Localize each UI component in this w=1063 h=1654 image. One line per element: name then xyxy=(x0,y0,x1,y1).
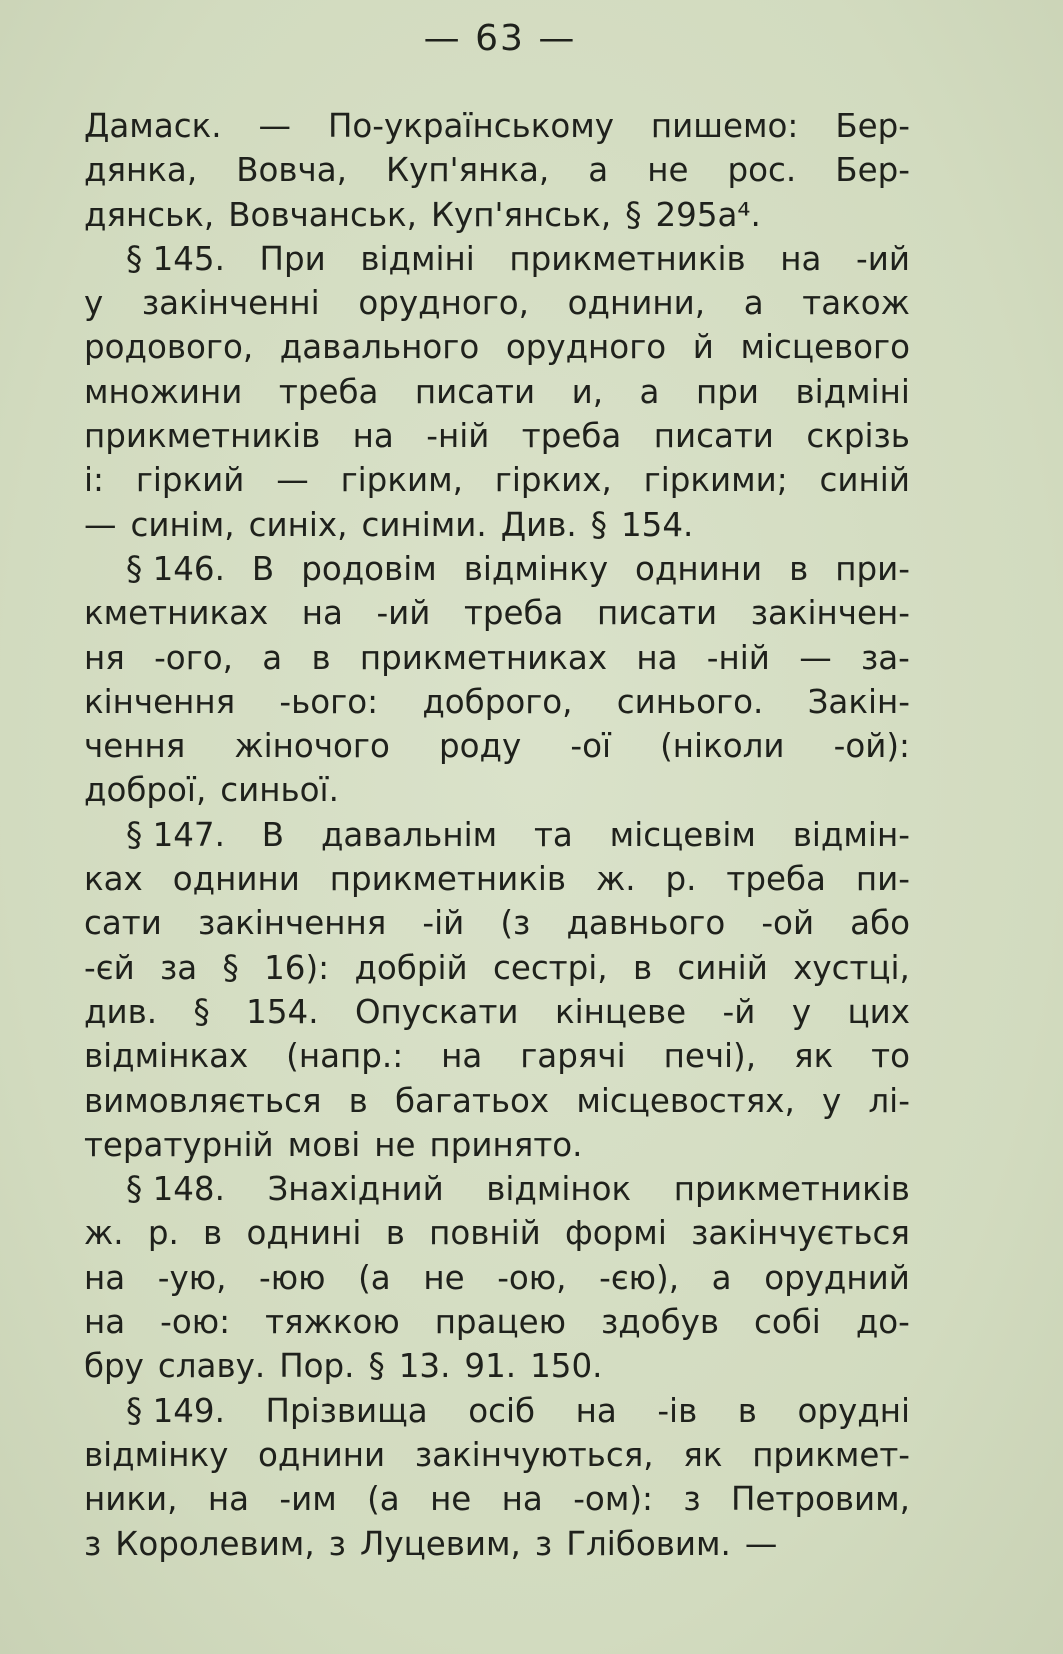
word: див. xyxy=(84,992,158,1031)
word: § 145. xyxy=(126,239,225,278)
word: при xyxy=(695,372,759,411)
word: — xyxy=(258,107,292,145)
word: Королевим, xyxy=(115,1524,315,1563)
word: орудного xyxy=(505,328,667,367)
word: ж. xyxy=(84,1214,124,1253)
word: однини xyxy=(258,1435,386,1474)
word: при- xyxy=(835,549,910,588)
word: здобув xyxy=(600,1303,720,1342)
text-line xyxy=(84,1433,910,1477)
word: гарячі xyxy=(520,1037,626,1076)
word: -им xyxy=(279,1480,337,1519)
word: не xyxy=(430,1480,472,1519)
word: — xyxy=(799,638,832,677)
text-line xyxy=(84,724,910,768)
word: відмінках xyxy=(84,1037,249,1076)
text-line xyxy=(84,414,910,458)
word: Луцевим, xyxy=(359,1524,521,1563)
text-line xyxy=(84,1034,910,1078)
word: формі xyxy=(565,1214,667,1253)
word: чення xyxy=(84,727,186,766)
word: Див. xyxy=(500,505,577,544)
text-line xyxy=(84,503,910,547)
word: Куп'янка, xyxy=(386,151,550,190)
word: дянськ, xyxy=(84,195,215,234)
word: закінчення xyxy=(197,904,387,943)
word: -ою: xyxy=(160,1303,231,1342)
word: родового, xyxy=(84,328,254,367)
word: 16): xyxy=(264,948,330,987)
word: вимовляється xyxy=(84,1081,322,1120)
word: (напр.: xyxy=(286,1037,404,1076)
word: (а xyxy=(367,1480,400,1519)
word: ж. xyxy=(595,860,636,899)
text-line xyxy=(84,193,910,237)
word: § 146. xyxy=(126,549,225,588)
word: § xyxy=(222,948,239,987)
text-line xyxy=(84,857,910,901)
word: писати xyxy=(653,417,774,456)
word: В xyxy=(251,549,275,588)
word: однини, xyxy=(567,284,706,323)
word: у xyxy=(822,1081,842,1120)
word: ня xyxy=(84,638,125,677)
text-line xyxy=(84,104,910,148)
word: також xyxy=(802,284,910,323)
word: принято. xyxy=(429,1125,583,1164)
word: треба xyxy=(521,417,622,456)
word: гірким, xyxy=(340,461,463,500)
word: -ього: xyxy=(279,682,379,721)
word: прикметників xyxy=(329,860,567,899)
word: в xyxy=(203,1214,223,1253)
word: жіночого xyxy=(234,727,390,766)
word: — xyxy=(276,461,309,500)
text-line xyxy=(84,680,910,724)
word: 154. xyxy=(246,992,319,1031)
word: доброї, xyxy=(84,771,207,810)
word: собі xyxy=(754,1303,821,1342)
text-line xyxy=(84,458,910,502)
word: -ів xyxy=(657,1391,698,1430)
text-line xyxy=(84,370,910,414)
word: хустці, xyxy=(793,948,910,987)
word: -ий xyxy=(855,239,910,278)
word: то xyxy=(871,1037,910,1076)
word: множини xyxy=(84,372,243,411)
word: сестрі, xyxy=(492,948,608,987)
word: гірких, xyxy=(494,461,612,500)
word: -ого, xyxy=(154,638,233,677)
word: -ній xyxy=(426,417,490,456)
word: § xyxy=(368,1347,385,1386)
word: не xyxy=(647,151,689,190)
word: закінчується xyxy=(691,1214,910,1253)
word: лі- xyxy=(868,1081,910,1120)
text-line xyxy=(84,1477,910,1521)
word: При xyxy=(259,239,326,278)
word: прикметників xyxy=(509,239,746,278)
text-line xyxy=(84,768,910,812)
text-line xyxy=(84,325,910,369)
word: давального xyxy=(279,328,480,367)
page-text xyxy=(84,104,910,1566)
word: відмінок xyxy=(486,1170,632,1209)
word: на xyxy=(441,1037,483,1076)
word: синіми. xyxy=(361,505,487,544)
word: -й xyxy=(722,992,756,1031)
word: § 149. xyxy=(126,1391,225,1430)
word: давнього xyxy=(566,904,726,943)
word: синьої. xyxy=(220,771,339,810)
word: синім, xyxy=(130,505,235,544)
word: 295а⁴. xyxy=(655,195,761,234)
text-line xyxy=(84,237,910,281)
word: -єю), xyxy=(599,1258,680,1297)
text-line xyxy=(84,547,910,591)
word: (ніколи xyxy=(660,727,785,766)
word: багатьох xyxy=(395,1081,550,1120)
word: сати xyxy=(84,904,162,943)
word: -ній xyxy=(706,638,770,677)
word: давальнім xyxy=(320,815,498,854)
word: 13. xyxy=(398,1347,451,1386)
word: -ой xyxy=(761,904,815,943)
text-line xyxy=(84,1123,910,1167)
word: гіркими; xyxy=(643,461,788,500)
word: синіх, xyxy=(248,505,348,544)
word: синій xyxy=(819,461,910,500)
word: § xyxy=(625,195,642,234)
word: писати xyxy=(414,372,536,411)
word: -ом): xyxy=(573,1480,653,1519)
word: пишемо: xyxy=(650,107,799,145)
word: ники, xyxy=(84,1480,178,1519)
word: у xyxy=(84,284,104,323)
text-line xyxy=(84,1344,910,1388)
word: за- xyxy=(860,638,910,677)
word: не xyxy=(374,1125,416,1164)
word: закінчуються, xyxy=(414,1435,654,1474)
word: закінченні xyxy=(141,284,320,323)
word: відмінку xyxy=(463,549,609,588)
word: в xyxy=(737,1391,757,1430)
word: Опускати xyxy=(354,992,519,1031)
text-line xyxy=(84,1522,910,1566)
word: -ої xyxy=(570,727,611,766)
word: рос. xyxy=(727,151,797,190)
text-line xyxy=(84,1167,910,1211)
word: відміні xyxy=(360,239,475,278)
word: тературній xyxy=(84,1125,274,1164)
word: кінчення xyxy=(84,682,236,721)
word: на xyxy=(575,1391,617,1430)
word: Пор. xyxy=(279,1347,355,1386)
word: на xyxy=(780,239,822,278)
word: а xyxy=(262,638,283,677)
word: прикмет- xyxy=(752,1435,910,1474)
word: синього. xyxy=(616,682,764,721)
word: -ой): xyxy=(833,727,910,766)
word: з xyxy=(84,1524,102,1563)
word: печі), xyxy=(663,1037,757,1076)
word: з xyxy=(683,1480,701,1519)
word: скрізь xyxy=(806,417,910,456)
word: 150. xyxy=(530,1347,603,1386)
word: цих xyxy=(847,992,910,1031)
word: кметниках xyxy=(84,594,269,633)
word: Глібовим. xyxy=(566,1524,731,1563)
word: доброго, xyxy=(422,682,573,721)
word: на xyxy=(84,1303,126,1342)
word: або xyxy=(850,904,910,943)
word: однини xyxy=(635,549,763,588)
word: як xyxy=(794,1037,834,1076)
word: орудного, xyxy=(358,284,530,323)
word: як xyxy=(683,1435,723,1474)
word: місцевого xyxy=(740,328,910,367)
word: пи- xyxy=(855,860,910,899)
word: Бер- xyxy=(835,151,910,190)
word: та xyxy=(533,815,573,854)
word: треба xyxy=(278,372,379,411)
word: Дамаск. xyxy=(84,107,222,145)
word: Прізвища xyxy=(265,1391,428,1430)
word: синій xyxy=(677,948,768,987)
word: на xyxy=(501,1480,543,1519)
word: на xyxy=(301,594,343,633)
text-line xyxy=(84,946,910,990)
word: місцевостях, xyxy=(576,1081,795,1120)
word: орудні xyxy=(797,1391,910,1430)
word: -ій xyxy=(422,904,465,943)
word: добрій xyxy=(354,948,468,987)
word: за xyxy=(160,948,198,987)
word: не xyxy=(423,1258,465,1297)
word: (а xyxy=(358,1258,391,1297)
text-line xyxy=(84,901,910,945)
word: § 147. xyxy=(126,815,225,854)
page-number: — 63 — xyxy=(423,18,577,59)
word: -ую, xyxy=(157,1258,227,1297)
word: По-українському xyxy=(327,107,614,145)
word: р. xyxy=(665,860,697,899)
word: § xyxy=(590,505,607,544)
word: в xyxy=(632,948,653,987)
word: на xyxy=(84,1258,126,1297)
text-line xyxy=(84,990,910,1034)
word: і: xyxy=(84,461,104,500)
word: прикметників xyxy=(84,417,321,456)
text-line xyxy=(84,591,910,635)
word: Бер- xyxy=(835,107,910,145)
word: и, xyxy=(571,372,604,411)
word: орудний xyxy=(764,1258,910,1297)
word: тяжкою xyxy=(265,1303,400,1342)
word: відмінку xyxy=(84,1435,229,1474)
word: працею xyxy=(434,1303,566,1342)
text-line xyxy=(84,1389,910,1433)
word: й xyxy=(692,328,714,367)
word: в xyxy=(311,638,331,677)
word: — xyxy=(84,505,117,544)
text-line xyxy=(84,281,910,325)
word: (з xyxy=(500,904,531,943)
word: ках xyxy=(84,860,143,899)
word: з xyxy=(328,1524,346,1563)
word: у xyxy=(791,992,812,1031)
word: 91. xyxy=(464,1347,517,1386)
word: закінчен- xyxy=(750,594,910,633)
word: — xyxy=(744,1524,778,1563)
text-line xyxy=(84,1211,910,1255)
word: бру xyxy=(84,1347,144,1386)
text-line xyxy=(84,813,910,857)
word: кінцеве xyxy=(554,992,687,1031)
word: на xyxy=(207,1480,249,1519)
word: повній xyxy=(429,1214,541,1253)
word: -ий xyxy=(376,594,431,633)
word: славу. xyxy=(157,1347,266,1386)
word: § 148. xyxy=(126,1170,225,1209)
word: відмін- xyxy=(792,815,910,854)
word: Закін- xyxy=(807,682,910,721)
word: 154. xyxy=(620,505,694,544)
word: прикметниках xyxy=(359,638,608,677)
word: а xyxy=(639,372,660,411)
word: однини xyxy=(172,860,300,899)
word: а xyxy=(711,1258,732,1297)
word: Вовчанськ, xyxy=(228,195,417,234)
text-line xyxy=(84,1256,910,1300)
word: родовім xyxy=(301,549,437,588)
word: дянка, xyxy=(84,151,198,190)
word: на xyxy=(636,638,678,677)
word: писати xyxy=(596,594,718,633)
word: гіркий xyxy=(135,461,245,500)
word: на xyxy=(352,417,394,456)
word: відміні xyxy=(795,372,910,411)
word: а xyxy=(743,284,764,323)
word: мові xyxy=(287,1125,361,1164)
word: а xyxy=(588,151,609,190)
word: в xyxy=(789,549,809,588)
word: до- xyxy=(855,1303,910,1342)
word: в xyxy=(348,1081,368,1120)
word: -ою, xyxy=(497,1258,567,1297)
word: місцевім xyxy=(609,815,756,854)
word: р. xyxy=(147,1214,179,1253)
word: § xyxy=(193,992,210,1031)
word: прикметників xyxy=(673,1170,910,1209)
word: роду xyxy=(439,727,522,766)
text-line xyxy=(84,636,910,680)
word: Куп'янськ, xyxy=(430,195,612,234)
word: треба xyxy=(726,860,826,899)
word: -юю xyxy=(259,1258,326,1297)
word: треба xyxy=(463,594,564,633)
word: Знахідний xyxy=(267,1170,444,1209)
word: Петровим, xyxy=(730,1480,910,1519)
word: Вовча, xyxy=(236,151,347,190)
word: однині xyxy=(246,1214,362,1253)
word: -єй xyxy=(84,948,135,987)
word: осіб xyxy=(468,1391,536,1430)
text-line xyxy=(84,148,910,192)
text-line xyxy=(84,1300,910,1344)
text-line xyxy=(84,1079,910,1123)
word: В xyxy=(261,815,285,854)
word: з xyxy=(534,1524,553,1563)
word: в xyxy=(385,1214,405,1253)
